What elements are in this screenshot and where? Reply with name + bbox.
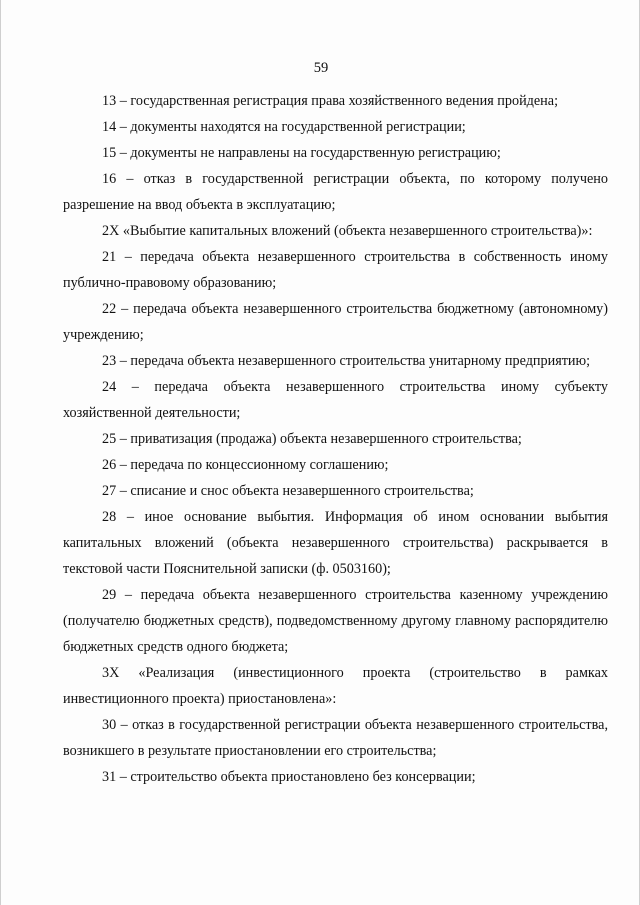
paragraph: 21 – передача объекта незавершенного строительства в собственность иному публично-правовому образованию; <box>63 249 608 291</box>
page-number: 59 <box>313 60 329 76</box>
paragraph: 23 – передача объекта незавершенного строительства унитарному предприятию; <box>102 353 591 369</box>
paragraph: 15 – документы не направлены на государственную регистрацию; <box>102 145 501 161</box>
document-body <box>63 88 608 790</box>
paragraph: 28 – иное основание выбытия. Информация об ином основании выбытия капитальных вложений (объекта незавершенного строительства) раскрывается в текстовой части Пояснительной записки (ф. 0503160); <box>63 509 608 577</box>
section-heading: 3Х «Реализация (инвестиционного проекта (строительство в рамках инвестиционного проекта) приостановлена»: <box>63 665 608 707</box>
paragraph: 24 – передача объекта незавершенного строительства иному субъекту хозяйственной деятельности; <box>63 379 608 421</box>
paragraph: 25 – приватизация (продажа) объекта незавершенного строительства; <box>102 431 522 447</box>
paragraph: 13 – государственная регистрация права хозяйственного ведения пройдена; <box>102 93 559 109</box>
paragraph: 29 – передача объекта незавершенного строительства казенному учреждению (получателю бюджетных средств), подведомственному другому главному распорядителю бюджетных средств одного бюджета; <box>63 587 608 655</box>
paragraph: 16 – отказ в государственной регистрации объекта, по которому получено разрешение на ввод объекта в эксплуатацию; <box>63 171 608 213</box>
paragraph: 22 – передача объекта незавершенного строительства бюджетному (автономному) учреждению; <box>63 301 608 343</box>
paragraph: 27 – списание и снос объекта незавершенного строительства; <box>102 483 474 499</box>
paragraph: 26 – передача по концессионному соглашению; <box>102 457 389 473</box>
paragraph: 31 – строительство объекта приостановлено без консервации; <box>102 769 476 785</box>
paragraph: 30 – отказ в государственной регистрации объекта незавершенного строительства, возникшего в результате приостановлении его строительства; <box>63 717 608 759</box>
paragraph: 14 – документы находятся на государственной регистрации; <box>102 119 466 135</box>
section-heading: 2Х «Выбытие капитальных вложений (объекта незавершенного строительства)»: <box>102 223 593 239</box>
